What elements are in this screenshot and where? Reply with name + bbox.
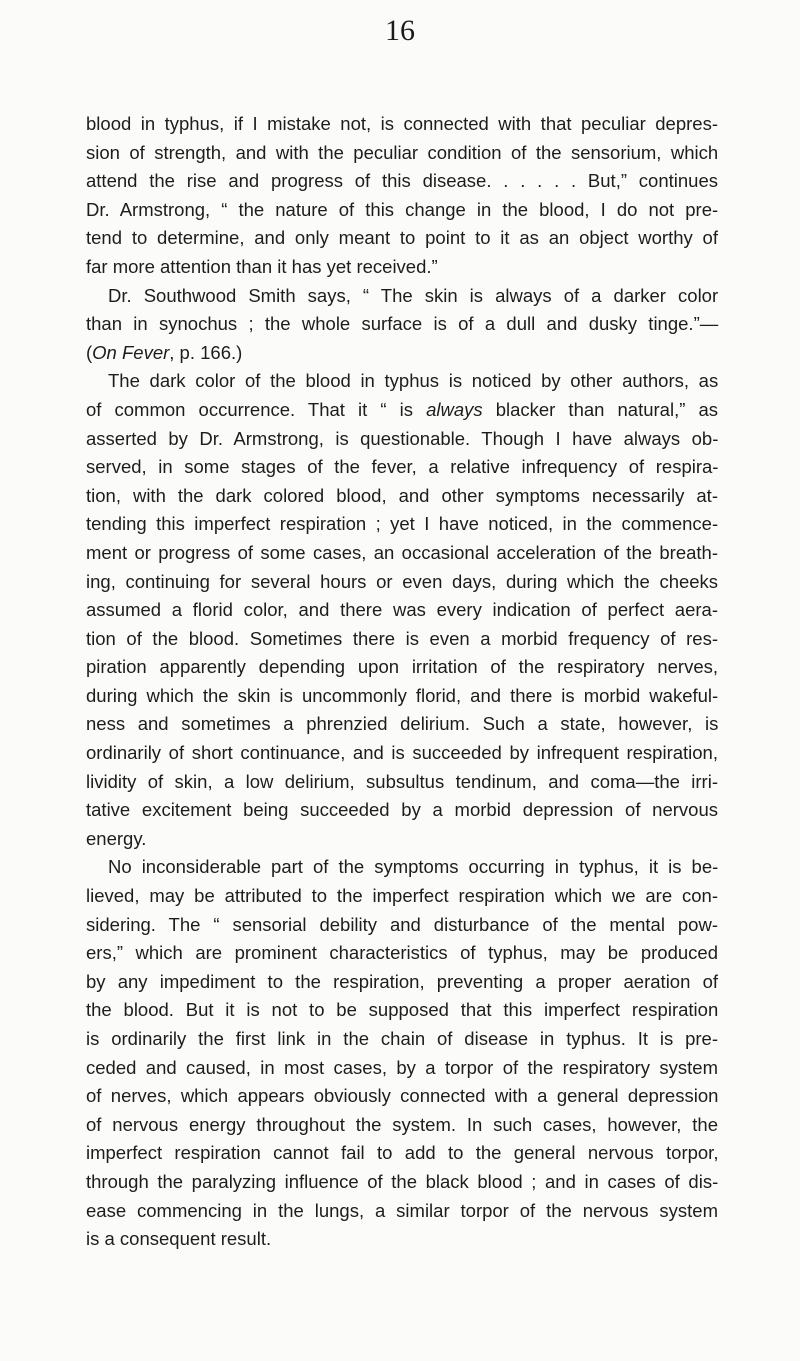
text-line: assumed a florid color, and there was every indication of perfect aera- xyxy=(86,599,718,621)
text-line: is a consequent result. xyxy=(86,1228,272,1250)
text-line: attend the rise and progress of this disease. . . . . . But,” continues xyxy=(86,170,718,192)
text-line: ment or progress of some cases, an occasional acceleration of the breath- xyxy=(86,541,718,563)
text-line: of common occurrence. That it “ is always blacker than natural,” as xyxy=(86,398,719,420)
text-line: energy. xyxy=(86,827,147,849)
text-line: blood in typhus, if I mistake not, is connected with that peculiar depres- xyxy=(86,113,718,134)
text-line: lieved, may be attributed to the imperfect respiration which we are con- xyxy=(86,885,718,907)
text-line: The dark color of the blood in typhus is noticed by other authors, as xyxy=(108,370,719,392)
text-line: tion, with the dark colored blood, and other symptoms necessarily at- xyxy=(86,484,718,506)
paragraph xyxy=(86,367,718,853)
page-number: 16 xyxy=(385,14,415,47)
text-line: tative excitement being succeeded by a morbid depression of nervous xyxy=(86,799,718,821)
text-line: ease commencing in the lungs, a similar torpor of the nervous system xyxy=(86,1199,718,1221)
text-line: ness and sometimes a phrenzied delirium. Such a state, however, is xyxy=(86,713,719,735)
text-line: piration apparently depending upon irritation of the respiratory nerves, xyxy=(86,656,718,678)
body-text xyxy=(86,110,718,1254)
text-line: ceded and caused, in most cases, by a torpor of the respiratory system xyxy=(86,1056,718,1078)
text-line: asserted by Dr. Armstrong, is questionable. Though I have always ob- xyxy=(86,427,719,449)
text-line: through the paralyzing influence of the black blood ; and in cases of dis- xyxy=(86,1170,719,1192)
text-line: (On Fever, p. 166.) xyxy=(86,341,243,363)
text-line: Dr. Armstrong, “ the nature of this change in the blood, I do not pre- xyxy=(86,198,719,220)
text-line: during which the skin is uncommonly florid, and there is morbid wakeful- xyxy=(86,684,719,706)
text-line: Dr. Southwood Smith says, “ The skin is always of a darker color xyxy=(108,284,719,306)
text-line: far more attention than it has yet received.” xyxy=(86,255,438,277)
text-line: imperfect respiration cannot fail to add to the general nervous torpor, xyxy=(86,1142,719,1164)
text-line: ers,” which are prominent characteristics of typhus, may be produced xyxy=(86,942,718,964)
text-line: by any impediment to the respiration, preventing a proper aeration of xyxy=(86,970,718,992)
text-line: than in synochus ; the whole surface is of a dull and dusky tinge.”— xyxy=(86,313,719,335)
text-line: is ordinarily the first link in the chain of disease in typhus. It is pre- xyxy=(86,1028,718,1049)
text-line: No inconsiderable part of the symptoms occurring in typhus, it is be- xyxy=(108,856,719,878)
text-line: served, in some stages of the fever, a relative infrequency of respira- xyxy=(86,456,719,478)
text-line: tending this imperfect respiration ; yet I have noticed, in the commence- xyxy=(86,513,719,535)
text-line: the blood. But it is not to be supposed that this imperfect respiration xyxy=(86,999,719,1021)
text-line: tion of the blood. Sometimes there is even a morbid frequency of res- xyxy=(86,627,718,649)
text-line: sidering. The “ sensorial debility and disturbance of the mental pow- xyxy=(86,913,718,935)
paragraph xyxy=(86,110,718,282)
text-line: of nervous energy throughout the system. In such cases, however, the xyxy=(86,1113,718,1135)
paragraph xyxy=(86,282,718,368)
text-line: tend to determine, and only meant to point to it as an object worthy of xyxy=(86,227,718,249)
text-line: sion of strength, and with the peculiar condition of the sensorium, which xyxy=(86,141,719,163)
text-line: lividity of skin, a low delirium, subsultus tendinum, and coma—the irri- xyxy=(86,770,718,792)
paragraph xyxy=(86,853,718,1253)
text-line: ordinarily of short continuance, and is succeeded by infrequent respiration, xyxy=(86,742,718,764)
text-line: ing, continuing for several hours or even days, during which the cheeks xyxy=(86,570,719,592)
text-line: of nerves, which appears obviously connected with a general depression xyxy=(86,1085,719,1107)
